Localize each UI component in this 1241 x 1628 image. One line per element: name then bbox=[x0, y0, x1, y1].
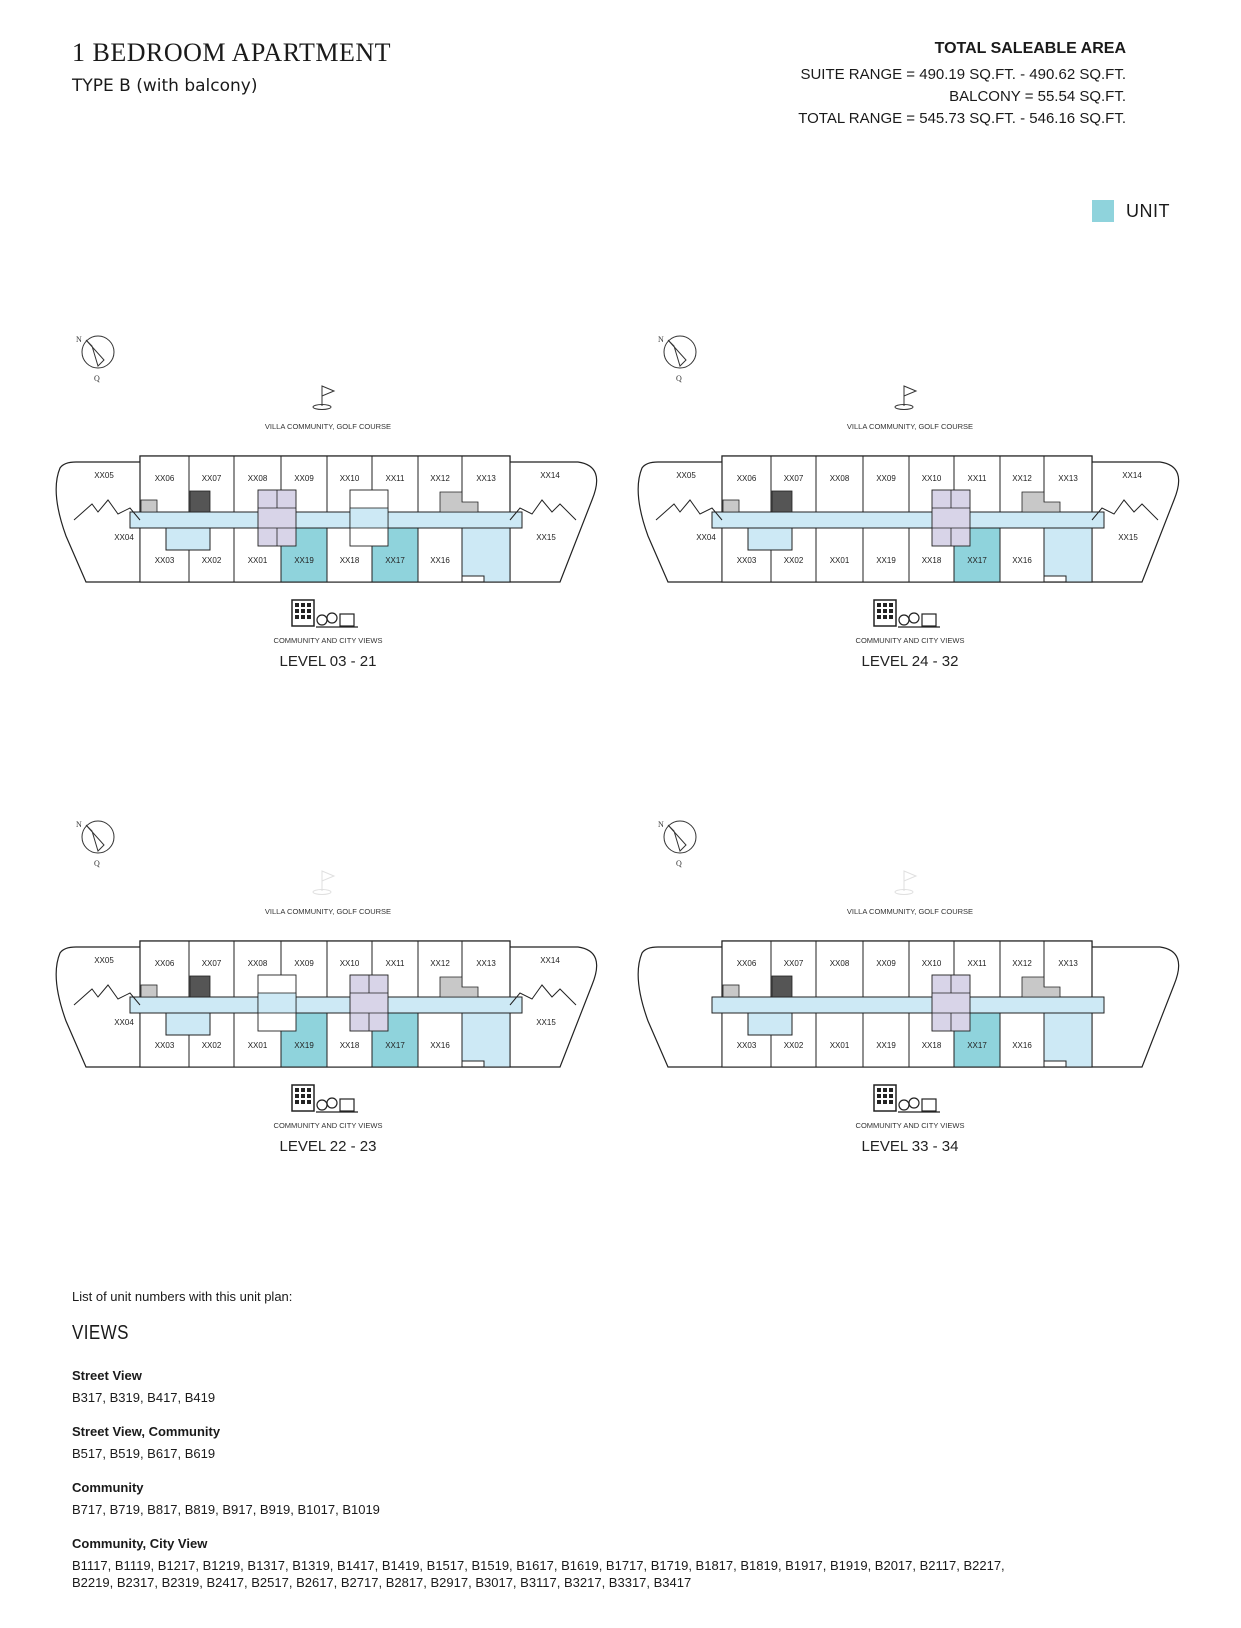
unit-xx12: XX12 bbox=[1012, 959, 1032, 968]
top-view-label: VILLA COMMUNITY, GOLF COURSE bbox=[264, 907, 392, 916]
view-group-street bbox=[72, 1368, 1032, 1406]
corridor bbox=[712, 512, 1104, 528]
golf-flag-icon bbox=[313, 386, 334, 410]
level-label: LEVEL 22 - 23 bbox=[279, 1138, 377, 1155]
corridor bbox=[130, 997, 522, 1013]
city-buildings-icon bbox=[874, 600, 940, 627]
unit-xx06: XX06 bbox=[736, 959, 757, 968]
unit-xx19: XX19 bbox=[294, 1041, 314, 1050]
legend-label: UNIT bbox=[1126, 200, 1170, 221]
elevator-block bbox=[772, 976, 792, 997]
corner-unit-block bbox=[462, 528, 510, 582]
unit-xx13: XX13 bbox=[1058, 474, 1078, 483]
stair-block bbox=[723, 500, 739, 512]
legend bbox=[1092, 200, 1170, 222]
unit-xx02: XX02 bbox=[201, 556, 222, 565]
unit-xx09: XX09 bbox=[294, 474, 314, 483]
service-room bbox=[748, 1013, 792, 1035]
level-label: LEVEL 33 - 34 bbox=[861, 1138, 959, 1155]
unit-xx19: XX19 bbox=[294, 556, 314, 565]
unit-cell-xx16 bbox=[418, 528, 462, 582]
unit-xx14: XX14 bbox=[540, 471, 560, 480]
corner-unit-block bbox=[1044, 1013, 1092, 1067]
unit-xx10: XX10 bbox=[339, 474, 360, 483]
unit-xx01: XX01 bbox=[829, 556, 850, 565]
compass-north: N bbox=[658, 335, 664, 344]
unit-cell-xx16 bbox=[1000, 528, 1044, 582]
stair-block bbox=[141, 500, 157, 512]
area-summary bbox=[798, 40, 1126, 130]
unit-xx05: XX05 bbox=[94, 956, 114, 965]
view-name: Street View, Community bbox=[72, 1424, 221, 1439]
unit-xx16: XX16 bbox=[430, 1041, 450, 1050]
total-range: TOTAL RANGE = 545.73 SQ.FT. - 546.16 SQ.FT. bbox=[798, 110, 1126, 127]
unit-xx15: XX15 bbox=[1118, 533, 1138, 542]
compass-south: Q bbox=[94, 859, 100, 868]
city-buildings-icon bbox=[874, 1085, 940, 1112]
unit-xx16: XX16 bbox=[430, 556, 450, 565]
top-view-label: VILLA COMMUNITY, GOLF COURSE bbox=[264, 422, 392, 431]
elevator-block bbox=[190, 491, 210, 512]
unit-xx06: XX06 bbox=[154, 474, 175, 483]
view-group-community-city bbox=[72, 1536, 1032, 1591]
suite-range: SUITE RANGE = 490.19 SQ.FT. - 490.62 SQ.FT. bbox=[800, 66, 1126, 83]
corridor bbox=[712, 997, 1104, 1013]
service-room bbox=[166, 528, 210, 550]
unit-xx02: XX02 bbox=[783, 1041, 804, 1050]
unit-xx01: XX01 bbox=[829, 1041, 850, 1050]
unit-xx07: XX07 bbox=[783, 959, 804, 968]
bottom-view-label: COMMUNITY AND CITY VIEWS bbox=[273, 636, 383, 645]
view-name: Community bbox=[72, 1480, 144, 1495]
floor-plan-3 bbox=[52, 815, 652, 1175]
compass-south: Q bbox=[94, 374, 100, 383]
unit-cell-xx16 bbox=[418, 1013, 462, 1067]
unit-xx08: XX08 bbox=[829, 474, 850, 483]
unit-xx13: XX13 bbox=[476, 959, 496, 968]
unit-xx02: XX02 bbox=[783, 556, 804, 565]
elevator-block bbox=[190, 976, 210, 997]
compass-icon bbox=[76, 820, 114, 868]
unit-xx11: XX11 bbox=[385, 959, 405, 968]
unit-xx04: XX04 bbox=[696, 533, 716, 542]
compass-south: Q bbox=[676, 374, 682, 383]
unit-xx15: XX15 bbox=[536, 1018, 556, 1027]
elevator-block bbox=[772, 491, 792, 512]
service-room bbox=[748, 528, 792, 550]
unit-xx18: XX18 bbox=[921, 556, 942, 565]
views-heading: VIEWS bbox=[72, 1322, 129, 1344]
corridor bbox=[130, 512, 522, 528]
unit-xx08: XX08 bbox=[247, 959, 268, 968]
unit-xx03: XX03 bbox=[736, 556, 757, 565]
view-group-community bbox=[72, 1480, 1032, 1518]
unit-xx10: XX10 bbox=[921, 959, 942, 968]
unit-xx05: XX05 bbox=[676, 471, 696, 480]
floor-plan-1 bbox=[52, 330, 652, 690]
golf-flag-icon bbox=[313, 871, 334, 895]
unit-cell-xx16 bbox=[1000, 1013, 1044, 1067]
view-units: B717, B719, B817, B819, B917, B919, B1017, B1019 bbox=[72, 1502, 380, 1517]
unit-xx09: XX09 bbox=[876, 474, 896, 483]
view-name: Community, City View bbox=[72, 1536, 208, 1551]
unit-cell-xx19 bbox=[863, 528, 909, 582]
unit-cell-xx01 bbox=[816, 1013, 863, 1067]
unit-xx17: XX17 bbox=[385, 556, 405, 565]
unit-xx07: XX07 bbox=[201, 959, 222, 968]
compass-icon bbox=[76, 335, 114, 383]
city-buildings-icon bbox=[292, 600, 358, 627]
unit-xx11: XX11 bbox=[385, 474, 405, 483]
unit-xx03: XX03 bbox=[154, 1041, 175, 1050]
unit-xx12: XX12 bbox=[1012, 474, 1032, 483]
unit-xx12: XX12 bbox=[430, 959, 450, 968]
compass-icon bbox=[658, 820, 696, 868]
unit-xx10: XX10 bbox=[339, 959, 360, 968]
unit-xx11: XX11 bbox=[967, 959, 987, 968]
compass-north: N bbox=[76, 335, 82, 344]
view-units: B317, B319, B417, B419 bbox=[72, 1390, 216, 1405]
unit-xx01: XX01 bbox=[247, 1041, 268, 1050]
compass-north: N bbox=[658, 820, 664, 829]
golf-flag-icon bbox=[895, 871, 916, 895]
unit-xx17: XX17 bbox=[385, 1041, 405, 1050]
bottom-view-label: COMMUNITY AND CITY VIEWS bbox=[855, 636, 965, 645]
compass-south: Q bbox=[676, 859, 682, 868]
unit-xx06: XX06 bbox=[736, 474, 757, 483]
unit-xx17: XX17 bbox=[967, 1041, 987, 1050]
unit-xx04: XX04 bbox=[114, 1018, 134, 1027]
bottom-view-label: COMMUNITY AND CITY VIEWS bbox=[273, 1121, 383, 1130]
unit-xx07: XX07 bbox=[783, 474, 804, 483]
stair-block bbox=[141, 985, 157, 997]
unit-cell-xx01 bbox=[816, 528, 863, 582]
unit-xx16: XX16 bbox=[1012, 1041, 1032, 1050]
bottom-view-label: COMMUNITY AND CITY VIEWS bbox=[855, 1121, 965, 1130]
unit-xx13: XX13 bbox=[1058, 959, 1078, 968]
view-group-street-community bbox=[72, 1424, 1032, 1462]
unit-xx18: XX18 bbox=[339, 556, 360, 565]
unit-xx14: XX14 bbox=[540, 956, 560, 965]
unit-xx15: XX15 bbox=[536, 533, 556, 542]
unit-xx19: XX19 bbox=[876, 556, 896, 565]
unit-xx12: XX12 bbox=[430, 474, 450, 483]
unit-xx14: XX14 bbox=[1122, 471, 1142, 480]
unit-xx07: XX07 bbox=[201, 474, 222, 483]
stair-block bbox=[723, 985, 739, 997]
unit-xx04: XX04 bbox=[114, 533, 134, 542]
compass-icon bbox=[658, 335, 696, 383]
unit-xx18: XX18 bbox=[339, 1041, 360, 1050]
unit-xx08: XX08 bbox=[829, 959, 850, 968]
corner-unit-block bbox=[1044, 528, 1092, 582]
unit-xx10: XX10 bbox=[921, 474, 942, 483]
unit-cell-xx19 bbox=[863, 1013, 909, 1067]
compass-north: N bbox=[76, 820, 82, 829]
page-title: 1 BEDROOM APARTMENT bbox=[72, 38, 392, 67]
unit-xx09: XX09 bbox=[294, 959, 314, 968]
unit-xx19: XX19 bbox=[876, 1041, 896, 1050]
city-buildings-icon bbox=[292, 1085, 358, 1112]
unit-xx16: XX16 bbox=[1012, 556, 1032, 565]
balcony-area: BALCONY = 55.54 SQ.FT. bbox=[949, 88, 1126, 105]
unit-xx03: XX03 bbox=[736, 1041, 757, 1050]
unit-xx01: XX01 bbox=[247, 556, 268, 565]
view-name: Street View bbox=[72, 1368, 142, 1383]
corner-unit-block bbox=[462, 1013, 510, 1067]
service-room bbox=[166, 1013, 210, 1035]
area-heading: TOTAL SALEABLE AREA bbox=[934, 40, 1126, 57]
top-view-label: VILLA COMMUNITY, GOLF COURSE bbox=[846, 907, 974, 916]
unit-xx09: XX09 bbox=[876, 959, 896, 968]
legend-swatch bbox=[1092, 200, 1114, 222]
unit-xx02: XX02 bbox=[201, 1041, 222, 1050]
unit-xx05: XX05 bbox=[94, 471, 114, 480]
view-units: B517, B519, B617, B619 bbox=[72, 1446, 216, 1461]
unit-xx03: XX03 bbox=[154, 556, 175, 565]
unit-list-intro: List of unit numbers with this unit plan: bbox=[72, 1289, 293, 1304]
floor-plan-2 bbox=[634, 330, 1234, 690]
floor-plan-4 bbox=[634, 815, 1234, 1175]
level-label: LEVEL 03 - 21 bbox=[279, 653, 377, 670]
unit-xx18: XX18 bbox=[921, 1041, 942, 1050]
unit-xx17: XX17 bbox=[967, 556, 987, 565]
unit-xx06: XX06 bbox=[154, 959, 175, 968]
unit-xx08: XX08 bbox=[247, 474, 268, 483]
unit-xx11: XX11 bbox=[967, 474, 987, 483]
level-label: LEVEL 24 - 32 bbox=[861, 653, 959, 670]
view-units: B1117, B1119, B1217, B1219, B1317, B1319, B1417, B1419, B1517, B1519, B1617, B1619, B1717, B1719, B1817, B1819, B1917, B1919, B2017, B2117, B2217, B2219, B2317, B2319, B2417, B2517, B2617, B2717, B2817, B2917, B3017, B3117, B3217, B3317, B3417 bbox=[72, 1558, 1005, 1590]
unit-xx13: XX13 bbox=[476, 474, 496, 483]
page-subtitle: TYPE B (with balcony) bbox=[72, 76, 258, 96]
golf-flag-icon bbox=[895, 386, 916, 410]
top-view-label: VILLA COMMUNITY, GOLF COURSE bbox=[846, 422, 974, 431]
